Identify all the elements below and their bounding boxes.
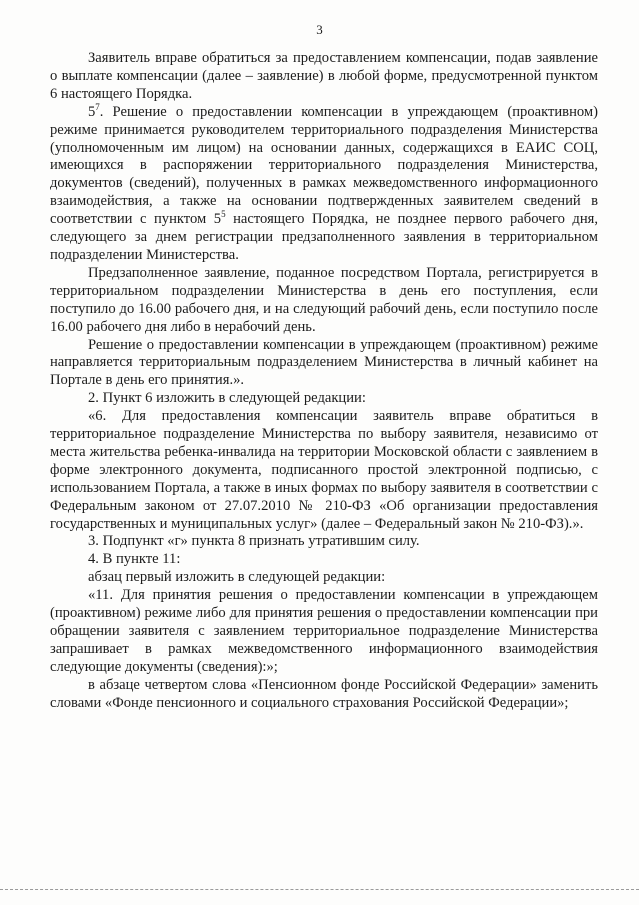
paragraph-clause-11: «11. Для принятия решения о предоставлении компенсации в упреждающем (проактивном) режиме либо для принятия решения о предоставлении компенсации при обращении заявителя с заявлением территориальное подразделение Министерства запрашивает в рамках межведомственного информационного взаимодействия следующие документы (сведения):»; — [50, 587, 598, 675]
page-number: 3 — [316, 22, 323, 37]
paragraph-clause-6: «6. Для предоставления компенсации заявитель вправе обратиться в территориальное подразделение Министерства по выбору заявителя, независимо от места жительства ребенка-инвалида на территории Московской области с заявлением в форме электронного документа, подписанного простой электронной подписью, с использованием Портала, а также в иных формах по выбору заявителя в соответствии с Федеральным законом от 27.07.2010 № 210-ФЗ «Об организации предоставления государственных и муниципальных услуг» (далее – Федеральный закон № 210-ФЗ).». — [50, 408, 598, 532]
scan-edge-line — [0, 889, 639, 890]
paragraph-item-4: 4. В пункте 11: — [88, 551, 181, 568]
paragraph-prefilled-registration: Предзаполненное заявление, поданное посредством Портала, регистрируется в территориальном подразделении Министерства в день его поступления, если поступило до 16.00 рабочего дня, и на следующий рабочий день, если поступило после 16.00 рабочего дня либо в нерабочий день. — [50, 264, 598, 335]
clause-text: . Решение о предоставлении компенсации в упреждающем (проактивном) режиме принимается руководителем территориального подразделения Министерства (уполномоченным им лицом) на основании данных, содержащихся в ЕАИС СОЦ, имеющихся в распоряжении территориального подразделения Министерства, документов (сведений), полученных в рамках межведомственного информационного взаимодействия, а также на основании подтвержденных заявителем сведений в соответствии с пунктом 5 — [50, 103, 598, 228]
paragraph-5-7-decision — [50, 101, 598, 265]
paragraph-item-2: 2. Пункт 6 изложить в следующей редакции: — [88, 390, 366, 407]
paragraph-first-abzac: абзац первый изложить в следующей редакции: — [88, 569, 386, 586]
clause-text-continued: настоящего Порядка, не позднее первого рабочего дня, следующего за днем регистрации предзаполненного заявления в территориальном подразделении Министерства. — [50, 211, 598, 263]
clause-number: 5 — [88, 103, 96, 120]
paragraph-item-3: 3. Подпункт «г» пункта 8 признать утратившим силу. — [88, 533, 420, 550]
document-body — [50, 50, 598, 713]
clause-superscript: 7 — [95, 101, 100, 112]
paragraph-decision-sent: Решение о предоставлении компенсации в упреждающем (проактивном) режиме направляется территориальным подразделением Министерства в личный кабинет на Портале в день его принятия.». — [50, 336, 598, 389]
paragraph-fourth-abzac: в абзаце четвертом слова «Пенсионном фонде Российской Федерации» заменить словами «Фонде пенсионного и социального страхования Российской Федерации»; — [50, 676, 598, 711]
paragraph-applicant-right: Заявитель вправе обратиться за предоставлением компенсации, подав заявление о выплате компенсации (далее – заявление) в любой форме, предусмотренной пунктом 6 настоящего Порядка. — [50, 50, 598, 102]
reference-superscript: 5 — [221, 209, 226, 220]
